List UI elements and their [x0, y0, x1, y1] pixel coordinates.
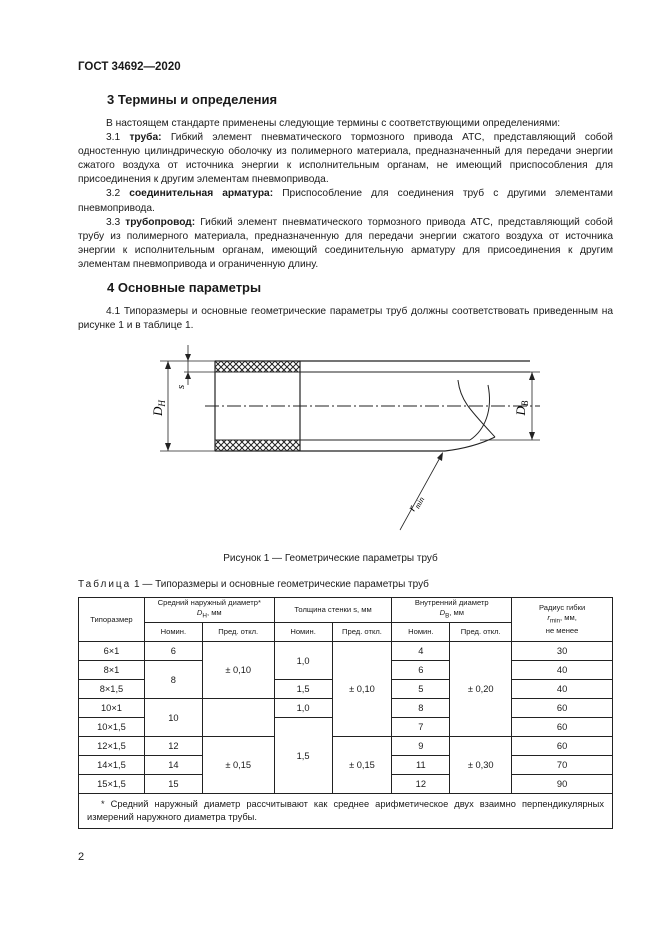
header-wall-thickness: Толщина стенки s, мм — [274, 598, 392, 623]
term-3-3: 3.3 трубопровод: Гибкий элемент пневматического тормозного привода АТС, представляющий собой трубу из полимерного материала, предназначенную для передачи энергии сжатого воздуха от источника энергии к исполнительным органам, имеющий соединительную арматуру для присоединения к другим элементам пневмопривода и ограниченную длину. — [78, 216, 613, 270]
cell-wall-nominal: 1,0 — [274, 642, 332, 680]
rmin-leader-line — [400, 454, 442, 530]
section-3-title: 3 Термины и определения — [107, 92, 278, 107]
cell-inner-nominal: 4 — [392, 642, 450, 661]
break-line — [458, 380, 495, 437]
cell-radius: 60 — [512, 699, 613, 718]
cell-outer-nominal: 14 — [144, 756, 202, 775]
dn-arrow-top — [165, 361, 171, 369]
tube-geometry-figure — [140, 340, 560, 545]
header-inner-tolerance: Пред. откл. — [450, 623, 512, 642]
cell-wall-nominal: 1,5 — [274, 718, 332, 794]
cell-size: 8×1 — [79, 661, 145, 680]
cell-outer-tolerance: ± 0,10 — [202, 642, 274, 699]
cell-size: 14×1,5 — [79, 756, 145, 775]
wall-hatch-bottom — [215, 440, 300, 451]
cell-size: 10×1 — [79, 699, 145, 718]
header-size: Типоразмер — [79, 598, 145, 642]
cell-radius: 40 — [512, 661, 613, 680]
section-4-title: 4 Основные параметры — [107, 280, 262, 295]
cell-radius: 70 — [512, 756, 613, 775]
db-arrow-top — [529, 372, 535, 380]
term-3-1: 3.1 труба: Гибкий элемент пневматического тормозного привода АТС, представляющий собой одностенную цилиндрическую оболочку из полимерного материала, предназначенный для передачи энергии сжатого воздуха от источника энергии к исполнительным органам, не имеющий приспособления для присоединения к другим элементам пневмопривода. — [78, 132, 613, 186]
header-bend-radius: Радиус гибки $r_{min}$, мм, не менее — [512, 598, 613, 642]
cell-inner-tolerance: ± 0,30 — [450, 737, 512, 794]
cell-inner-nominal: 9 — [392, 737, 450, 756]
rmin-label: $r_{min}$ — [404, 495, 427, 514]
table-footnote: * Средний наружный диаметр рассчитывают как среднее арифметическое двух взаимно перпендикулярных измерений наружного диаметра трубы. — [79, 794, 613, 829]
cell-size: 6×1 — [79, 642, 145, 661]
cell-radius: 90 — [512, 775, 613, 794]
dn-label: $D_Н$ — [150, 400, 167, 416]
cell-inner-nominal: 6 — [392, 661, 450, 680]
cell-outer-nominal: 15 — [144, 775, 202, 794]
db-arrow-bottom — [529, 432, 535, 440]
header-outer-tolerance: Пред. откл. — [202, 623, 274, 642]
header-inner-diameter: Внутренний диаметр $D_В$, мм — [392, 598, 512, 623]
clause-4-1: 4.1 Типоразмеры и основные геометрические параметры труб должны соответствовать приведенным на рисунке 1 и в таблице 1. — [78, 306, 613, 332]
term-3-2: 3.2 соединительная арматура: Приспособление для соединения труб с другими элементами пневмопривода. — [78, 188, 613, 214]
cell-inner-nominal: 12 — [392, 775, 450, 794]
cell-size: 10×1,5 — [79, 718, 145, 737]
cell-inner-nominal: 5 — [392, 680, 450, 699]
rmin-arrow — [437, 452, 443, 461]
cell-radius: 40 — [512, 680, 613, 699]
header-wall-nominal: Номин. — [274, 623, 332, 642]
cell-wall-nominal: 1,5 — [274, 680, 332, 699]
s-arrow-bottom — [185, 372, 191, 379]
cell-size: 12×1,5 — [79, 737, 145, 756]
cell-outer-nominal: 10 — [144, 699, 202, 737]
cell-wall-tolerance: ± 0,15 — [332, 737, 392, 794]
header-wall-tolerance: Пред. откл. — [332, 623, 392, 642]
header-inner-nominal: Номин. — [392, 623, 450, 642]
section-3-intro: В настоящем стандарте применены следующие термины с соответствующими определениями: — [106, 118, 561, 129]
cell-outer-nominal: 6 — [144, 642, 202, 661]
cell-outer-nominal: 8 — [144, 661, 202, 699]
section-3-body — [78, 117, 613, 272]
cell-wall-tolerance: ± 0,10 — [332, 642, 392, 737]
db-label: $D_В$ — [513, 400, 530, 416]
cell-size: 15×1,5 — [79, 775, 145, 794]
cell-radius: 60 — [512, 737, 613, 756]
cell-size: 8×1,5 — [79, 680, 145, 699]
s-arrow-top — [185, 354, 191, 361]
cell-inner-nominal: 7 — [392, 718, 450, 737]
figure-caption: Рисунок 1 — Геометрические параметры труб — [223, 553, 438, 564]
header-outer-nominal: Номин. — [144, 623, 202, 642]
page-number: 2 — [78, 851, 85, 863]
cell-radius: 30 — [512, 642, 613, 661]
tube-parameters-table — [78, 597, 613, 829]
cell-inner-tolerance: ± 0,20 — [450, 642, 512, 737]
wall-hatch-top — [215, 361, 300, 372]
document-header: ГОСТ 34692—2020 — [78, 61, 181, 73]
section-4-body — [78, 305, 613, 333]
cell-outer-tolerance-blank — [202, 699, 274, 737]
cell-outer-nominal: 12 — [144, 737, 202, 756]
bend-outer-curve — [445, 437, 495, 451]
cell-wall-nominal: 1,0 — [274, 699, 332, 718]
dn-arrow-bottom — [165, 443, 171, 451]
table-row — [79, 642, 613, 661]
cell-inner-nominal: 11 — [392, 756, 450, 775]
table-caption: Таблица 1 — Типоразмеры и основные геометрические параметры труб — [78, 579, 429, 590]
cell-outer-tolerance: ± 0,15 — [202, 737, 274, 794]
header-outer-diameter: Средний наружный диаметр* $D_Н$, мм — [144, 598, 274, 623]
table-row — [79, 737, 613, 756]
cell-radius: 60 — [512, 718, 613, 737]
cell-inner-nominal: 8 — [392, 699, 450, 718]
s-label: s — [175, 384, 187, 390]
